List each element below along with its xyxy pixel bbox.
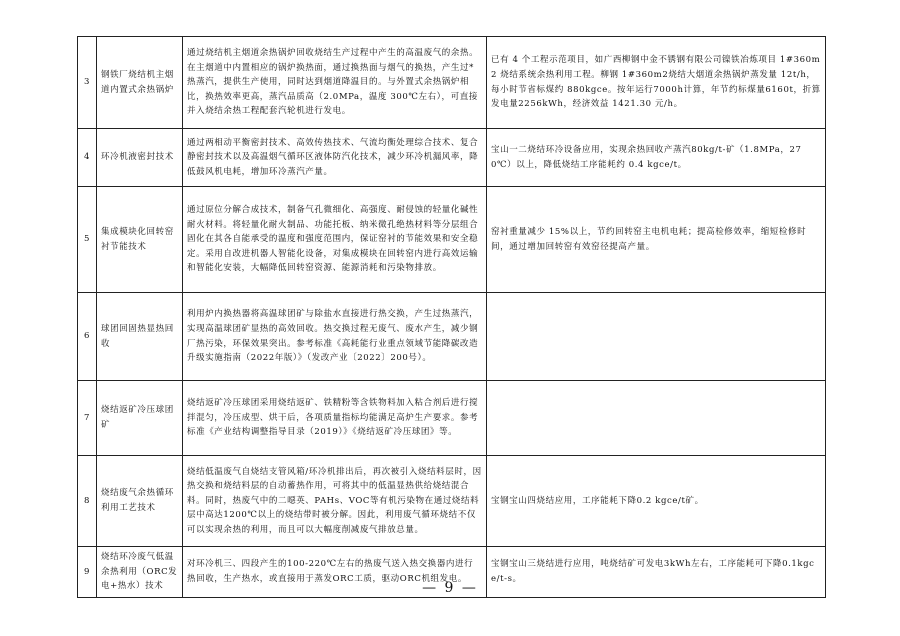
row-number: 4 — [78, 129, 97, 187]
application-case — [487, 293, 826, 381]
technology-name: 烧结返矿冷压球团矿 — [97, 381, 183, 456]
technology-name: 集成模块化回转窑衬节能技术 — [97, 187, 183, 293]
row-number: 9 — [78, 547, 97, 598]
table-row — [78, 187, 826, 293]
technology-description: 通过原位分解合成技术，制备气孔微细化、高强度、耐侵蚀的轻量化碱性耐火材料。将轻量化耐火制品、功能托板、纳米微孔绝热材料等分层组合固化在其各自能承受的温度和强度范围内，保证窑衬的节能效果和安全稳定。采用自改进机器人智能化设备，对集成模块在回转窑内进行高效运输和智能化安装，大幅降低回转窑资源、能源消耗和污染物排放。 — [183, 187, 487, 293]
table-row — [78, 37, 826, 129]
application-case: 窑衬重量减少 15%以上，节约回转窑主电机电耗；提高检修效率，缩短检修时间，通过增加回转窑有效窑径提高产量。 — [487, 187, 826, 293]
row-number: 6 — [78, 293, 97, 381]
table-row — [78, 456, 826, 547]
technology-description: 烧结返矿冷压球团采用烧结返矿、铁精粉等含铁物料加入粘合剂后进行搅拌混匀，冷压成型、烘干后，各项质量指标均能满足高炉生产要求。参考标准《产业结构调整指导目录（2019）》《烧结返矿冷压球团》等。 — [183, 381, 487, 456]
table-row — [78, 129, 826, 187]
row-number: 8 — [78, 456, 97, 547]
row-number: 3 — [78, 37, 97, 129]
page-number: — 9 — — [422, 580, 478, 596]
table-row — [78, 381, 826, 456]
application-case: 宝钢宝山三烧结进行应用，吨烧结矿可发电3kWh左右，工序能耗可下降0.1kgce/t-s。 — [487, 547, 826, 598]
row-number: 7 — [78, 381, 97, 456]
technology-description: 烧结低温废气自烧结支管风箱/环冷机排出后，再次被引入烧结料层时，因热交换和烧结料层的自动蓄热作用，可将其中的低温显热供给烧结混合料。同时，热废气中的二噁英、PAHs、VOC等有机污染物在通过烧结料层中高达1200℃以上的烧结带时被分解。因此，利用废气循环烧结不仅可以实现余热的利用，而且可以大幅度削减废气排放总量。 — [183, 456, 487, 547]
application-case: 宝山一二烧结环冷设备应用，实现余热回收产蒸汽80kg/t-矿（1.8MPa，270℃）以上，降低烧结工序能耗约 0.4 kgce/t。 — [487, 129, 826, 187]
technology-name: 烧结环冷废气低温余热利用（ORC发电+热水）技术 — [97, 547, 183, 598]
technology-description: 通过烧结机主烟道余热锅炉回收烧结生产过程中产生的高温废气的余热。在主烟道中内置相应的锅炉换热面，通过换热面与烟气的换热，产生过*热蒸汽，提供生产使用，同时达到烟道降温目的。与外置式余热锅炉相比，换热效率更高，蒸汽品质高（2.0MPa，温度 300℃左右），可直接并入烧结余热工程配套汽轮机进行发电。 — [183, 37, 487, 129]
application-case: 已有 4 个工程示范项目，如广西柳钢中金不锈钢有限公司镍铁冶炼项目 1#360m2 烧结系统余热利用工程。柳钢 1#360m2烧结大烟道余热锅炉蒸发量 12t/h，每小时节省标煤约 880kgce。按年运行7000h计算，年节约标煤量6160t，折算发电量2256kWh，经济效益 1421.30 元/h。 — [487, 37, 826, 129]
application-case — [487, 381, 826, 456]
technology-name: 环冷机液密封技术 — [97, 129, 183, 187]
technology-table — [77, 36, 826, 598]
technology-name: 烧结废气余热循环利用工艺技术 — [97, 456, 183, 547]
technology-name: 球团回固热显热回收 — [97, 293, 183, 381]
technology-name: 钢铁厂烧结机主烟道内置式余热锅炉 — [97, 37, 183, 129]
technology-description: 对环冷机三、四段产生的100-220℃左右的热废气送入热交换器内进行热回收，生产热水，或直接用于蒸发ORC工质，驱动ORC机组发电。 — [183, 547, 487, 598]
technology-description: 利用炉内换热器将高温球团矿与除盐水直接进行热交换，产生过热蒸汽，实现高温球团矿显热的高效回收。热交换过程无废气、废水产生，减少钢厂热污染，环保效果突出。参考标准《高耗能行业重点领域节能降碳改造升级实施指南（2022年版）》（发改产业〔2022〕200号）。 — [183, 293, 487, 381]
row-number: 5 — [78, 187, 97, 293]
application-case: 宝钢宝山四烧结应用，工序能耗下降0.2 kgce/t矿。 — [487, 456, 826, 547]
technology-description: 通过两相动平衡密封技术、高效传热技术、气流均衡处理综合技术、复合静密封技术以及高温烟气循环区液体防汽化技术，减少环冷机漏风率，降低鼓风机电耗，增加环冷蒸汽产量。 — [183, 129, 487, 187]
table-row — [78, 293, 826, 381]
